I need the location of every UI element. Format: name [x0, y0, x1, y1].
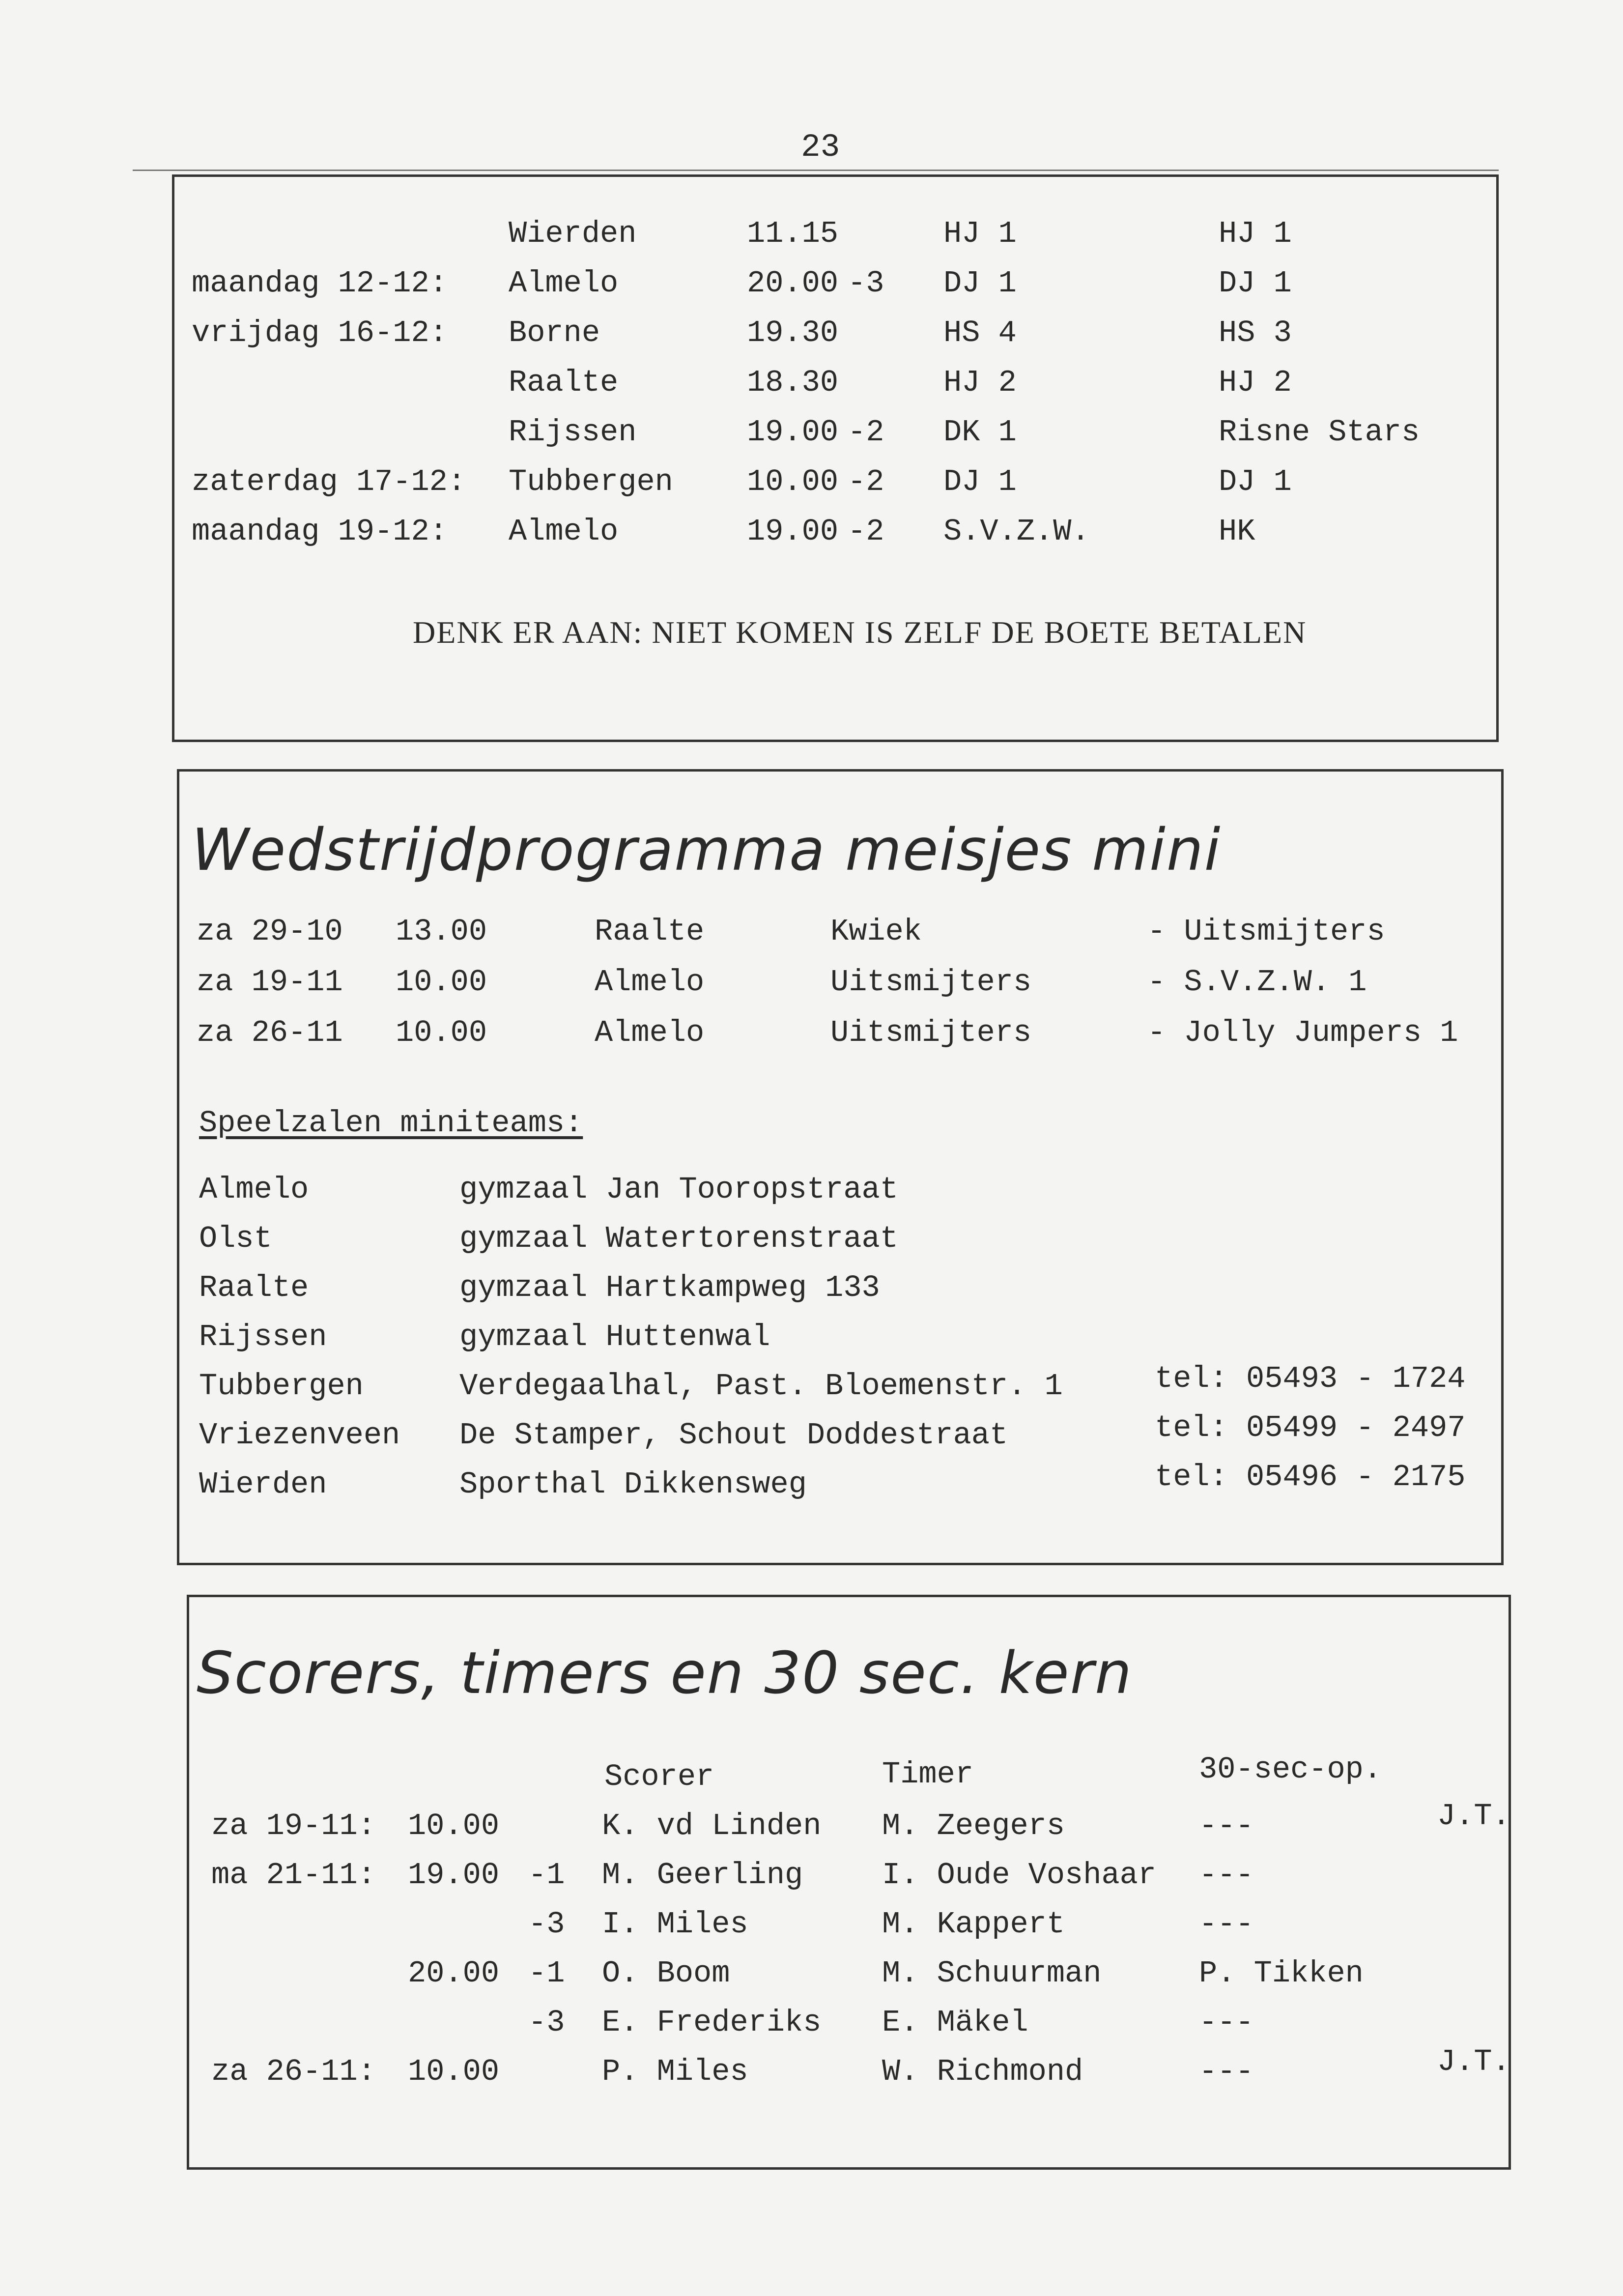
- hall-town: Almelo: [199, 1172, 309, 1207]
- page-number: 23: [801, 129, 840, 166]
- schedule-opponent: HJ 2: [1219, 365, 1292, 400]
- match-time: 10.00: [396, 1015, 487, 1050]
- schedule-day: vrijdag 16-12:: [192, 316, 448, 350]
- hall-town: Wierden: [199, 1467, 327, 1502]
- schedule-opponent: DJ 1: [1219, 464, 1292, 499]
- schedule-time: 19.00: [747, 514, 839, 549]
- sec-operator: ---: [1199, 1858, 1254, 1893]
- scorer-date: za 19-11:: [211, 1808, 376, 1843]
- match-date: za 26-11: [197, 1015, 343, 1050]
- hall-name: gymzaal Watertorenstraat: [459, 1221, 898, 1256]
- timer-header: Timer: [882, 1757, 974, 1792]
- match-away: - Uitsmijters: [1147, 914, 1385, 949]
- match-date: za 29-10: [197, 914, 343, 949]
- sec-operator: ---: [1199, 2005, 1254, 2040]
- schedule-day: zaterdag 17-12:: [192, 464, 466, 499]
- match-home: Uitsmijters: [830, 1015, 1032, 1050]
- hall-name: Verdegaalhal, Past. Bloemenstr. 1: [459, 1369, 1063, 1404]
- schedule-team: S.V.Z.W.: [943, 514, 1090, 549]
- schedule-place: Almelo: [509, 266, 619, 301]
- schedule-day: maandag 12-12:: [192, 266, 448, 301]
- scorer-header: Scorer: [604, 1759, 714, 1794]
- scorer-date: za 26-11:: [211, 2054, 376, 2089]
- schedule-team: DJ 1: [943, 266, 1017, 301]
- mini-program-title: Wedstrijdprogramma meisjes mini: [192, 816, 1222, 884]
- schedule-opponent: DJ 1: [1219, 266, 1292, 301]
- schedule-court: -2: [848, 415, 884, 450]
- scorer-name: K. vd Linden: [602, 1808, 822, 1843]
- scorer-court: -3: [528, 2005, 565, 2040]
- scorer-date: ma 21-11:: [211, 1858, 376, 1893]
- hall-tel: tel: 05496 - 2175: [1155, 1460, 1466, 1494]
- schedule-team: HJ 1: [943, 216, 1017, 251]
- match-time: 13.00: [396, 914, 487, 949]
- scorer-time: 20.00: [408, 1956, 500, 1991]
- hall-tel: tel: 05499 - 2497: [1155, 1410, 1466, 1445]
- timer-name: M. Schuurman: [882, 1956, 1102, 1991]
- schedule-place: Wierden: [509, 216, 637, 251]
- match-home: Uitsmijters: [830, 965, 1032, 1000]
- schedule-team: DK 1: [943, 415, 1017, 450]
- schedule-time: 19.00: [747, 415, 839, 450]
- schedule-court: -2: [848, 464, 884, 499]
- timer-name: M. Kappert: [882, 1907, 1065, 1942]
- sec-operator: ---: [1199, 1907, 1254, 1942]
- schedule-place: Almelo: [509, 514, 619, 549]
- schedule-opponent: HK: [1219, 514, 1255, 549]
- hall-town: Vriezenveen: [199, 1418, 400, 1453]
- schedule-time: 11.15: [747, 216, 839, 251]
- schedule-team: HJ 2: [943, 365, 1017, 400]
- match-home: Kwiek: [830, 914, 922, 949]
- top-rule: [133, 170, 1499, 171]
- timer-name: W. Richmond: [882, 2054, 1083, 2089]
- schedule-court: -3: [848, 266, 884, 301]
- sec-operator: P. Tikken: [1199, 1956, 1364, 1991]
- schedule-time: 20.00: [747, 266, 839, 301]
- hall-town: Olst: [199, 1221, 272, 1256]
- scorer-time: 10.00: [408, 2054, 500, 2089]
- match-away: - Jolly Jumpers 1: [1147, 1015, 1458, 1050]
- schedule-team: DJ 1: [943, 464, 1017, 499]
- hall-name: gymzaal Huttenwal: [459, 1320, 770, 1354]
- hall-town: Tubbergen: [199, 1369, 364, 1404]
- schedule-place: Rijssen: [509, 415, 637, 450]
- schedule-time: 10.00: [747, 464, 839, 499]
- scorer-court: -1: [528, 1956, 565, 1991]
- halls-heading: Speelzalen miniteams:: [199, 1106, 583, 1141]
- scorer-name: E. Frederiks: [602, 2005, 822, 2040]
- schedule-warning: DENK ER AAN: NIET KOMEN IS ZELF DE BOETE BETALEN: [413, 615, 1307, 650]
- schedule-time: 19.30: [747, 316, 839, 350]
- timer-name: M. Zeegers: [882, 1808, 1065, 1843]
- schedule-place: Borne: [509, 316, 600, 350]
- schedule-team: HS 4: [943, 316, 1017, 350]
- scorer-court: -1: [528, 1858, 565, 1893]
- schedule-time: 18.30: [747, 365, 839, 400]
- match-away: - S.V.Z.W. 1: [1147, 965, 1367, 1000]
- hall-name: gymzaal Jan Tooropstraat: [459, 1172, 898, 1207]
- scorer-time: 10.00: [408, 1808, 500, 1843]
- sec-operator: ---: [1199, 2054, 1254, 2089]
- hall-name: gymzaal Hartkampweg 133: [459, 1270, 880, 1305]
- sec-operator: ---: [1199, 1808, 1254, 1843]
- scorer-note: J.T.: [1437, 1799, 1510, 1834]
- hall-town: Rijssen: [199, 1320, 327, 1354]
- match-time: 10.00: [396, 965, 487, 1000]
- match-place: Almelo: [595, 1015, 705, 1050]
- schedule-box: [172, 174, 1499, 742]
- timer-name: E. Mäkel: [882, 2005, 1028, 2040]
- scorers-title: Scorers, timers en 30 sec. kern: [197, 1639, 1133, 1707]
- scorer-court: -3: [528, 1907, 565, 1942]
- match-place: Raalte: [595, 914, 705, 949]
- schedule-day: maandag 19-12:: [192, 514, 448, 549]
- scorer-name: O. Boom: [602, 1956, 730, 1991]
- hall-tel: tel: 05493 - 1724: [1155, 1361, 1466, 1396]
- scorer-time: 19.00: [408, 1858, 500, 1893]
- scorer-name: I. Miles: [602, 1907, 748, 1942]
- schedule-court: -2: [848, 514, 884, 549]
- schedule-place: Raalte: [509, 365, 619, 400]
- hall-name: De Stamper, Schout Doddestraat: [459, 1418, 1008, 1453]
- scorer-name: P. Miles: [602, 2054, 748, 2089]
- sec-header: 30-sec-op.: [1199, 1752, 1382, 1787]
- schedule-opponent: Risne Stars: [1219, 415, 1420, 450]
- hall-name: Sporthal Dikkensweg: [459, 1467, 807, 1502]
- schedule-place: Tubbergen: [509, 464, 673, 499]
- schedule-opponent: HS 3: [1219, 316, 1292, 350]
- match-date: za 19-11: [197, 965, 343, 1000]
- schedule-opponent: HJ 1: [1219, 216, 1292, 251]
- timer-name: I. Oude Voshaar: [882, 1858, 1157, 1893]
- hall-town: Raalte: [199, 1270, 309, 1305]
- scorer-name: M. Geerling: [602, 1858, 803, 1893]
- match-place: Almelo: [595, 965, 705, 1000]
- scorer-note: J.T.: [1437, 2044, 1510, 2079]
